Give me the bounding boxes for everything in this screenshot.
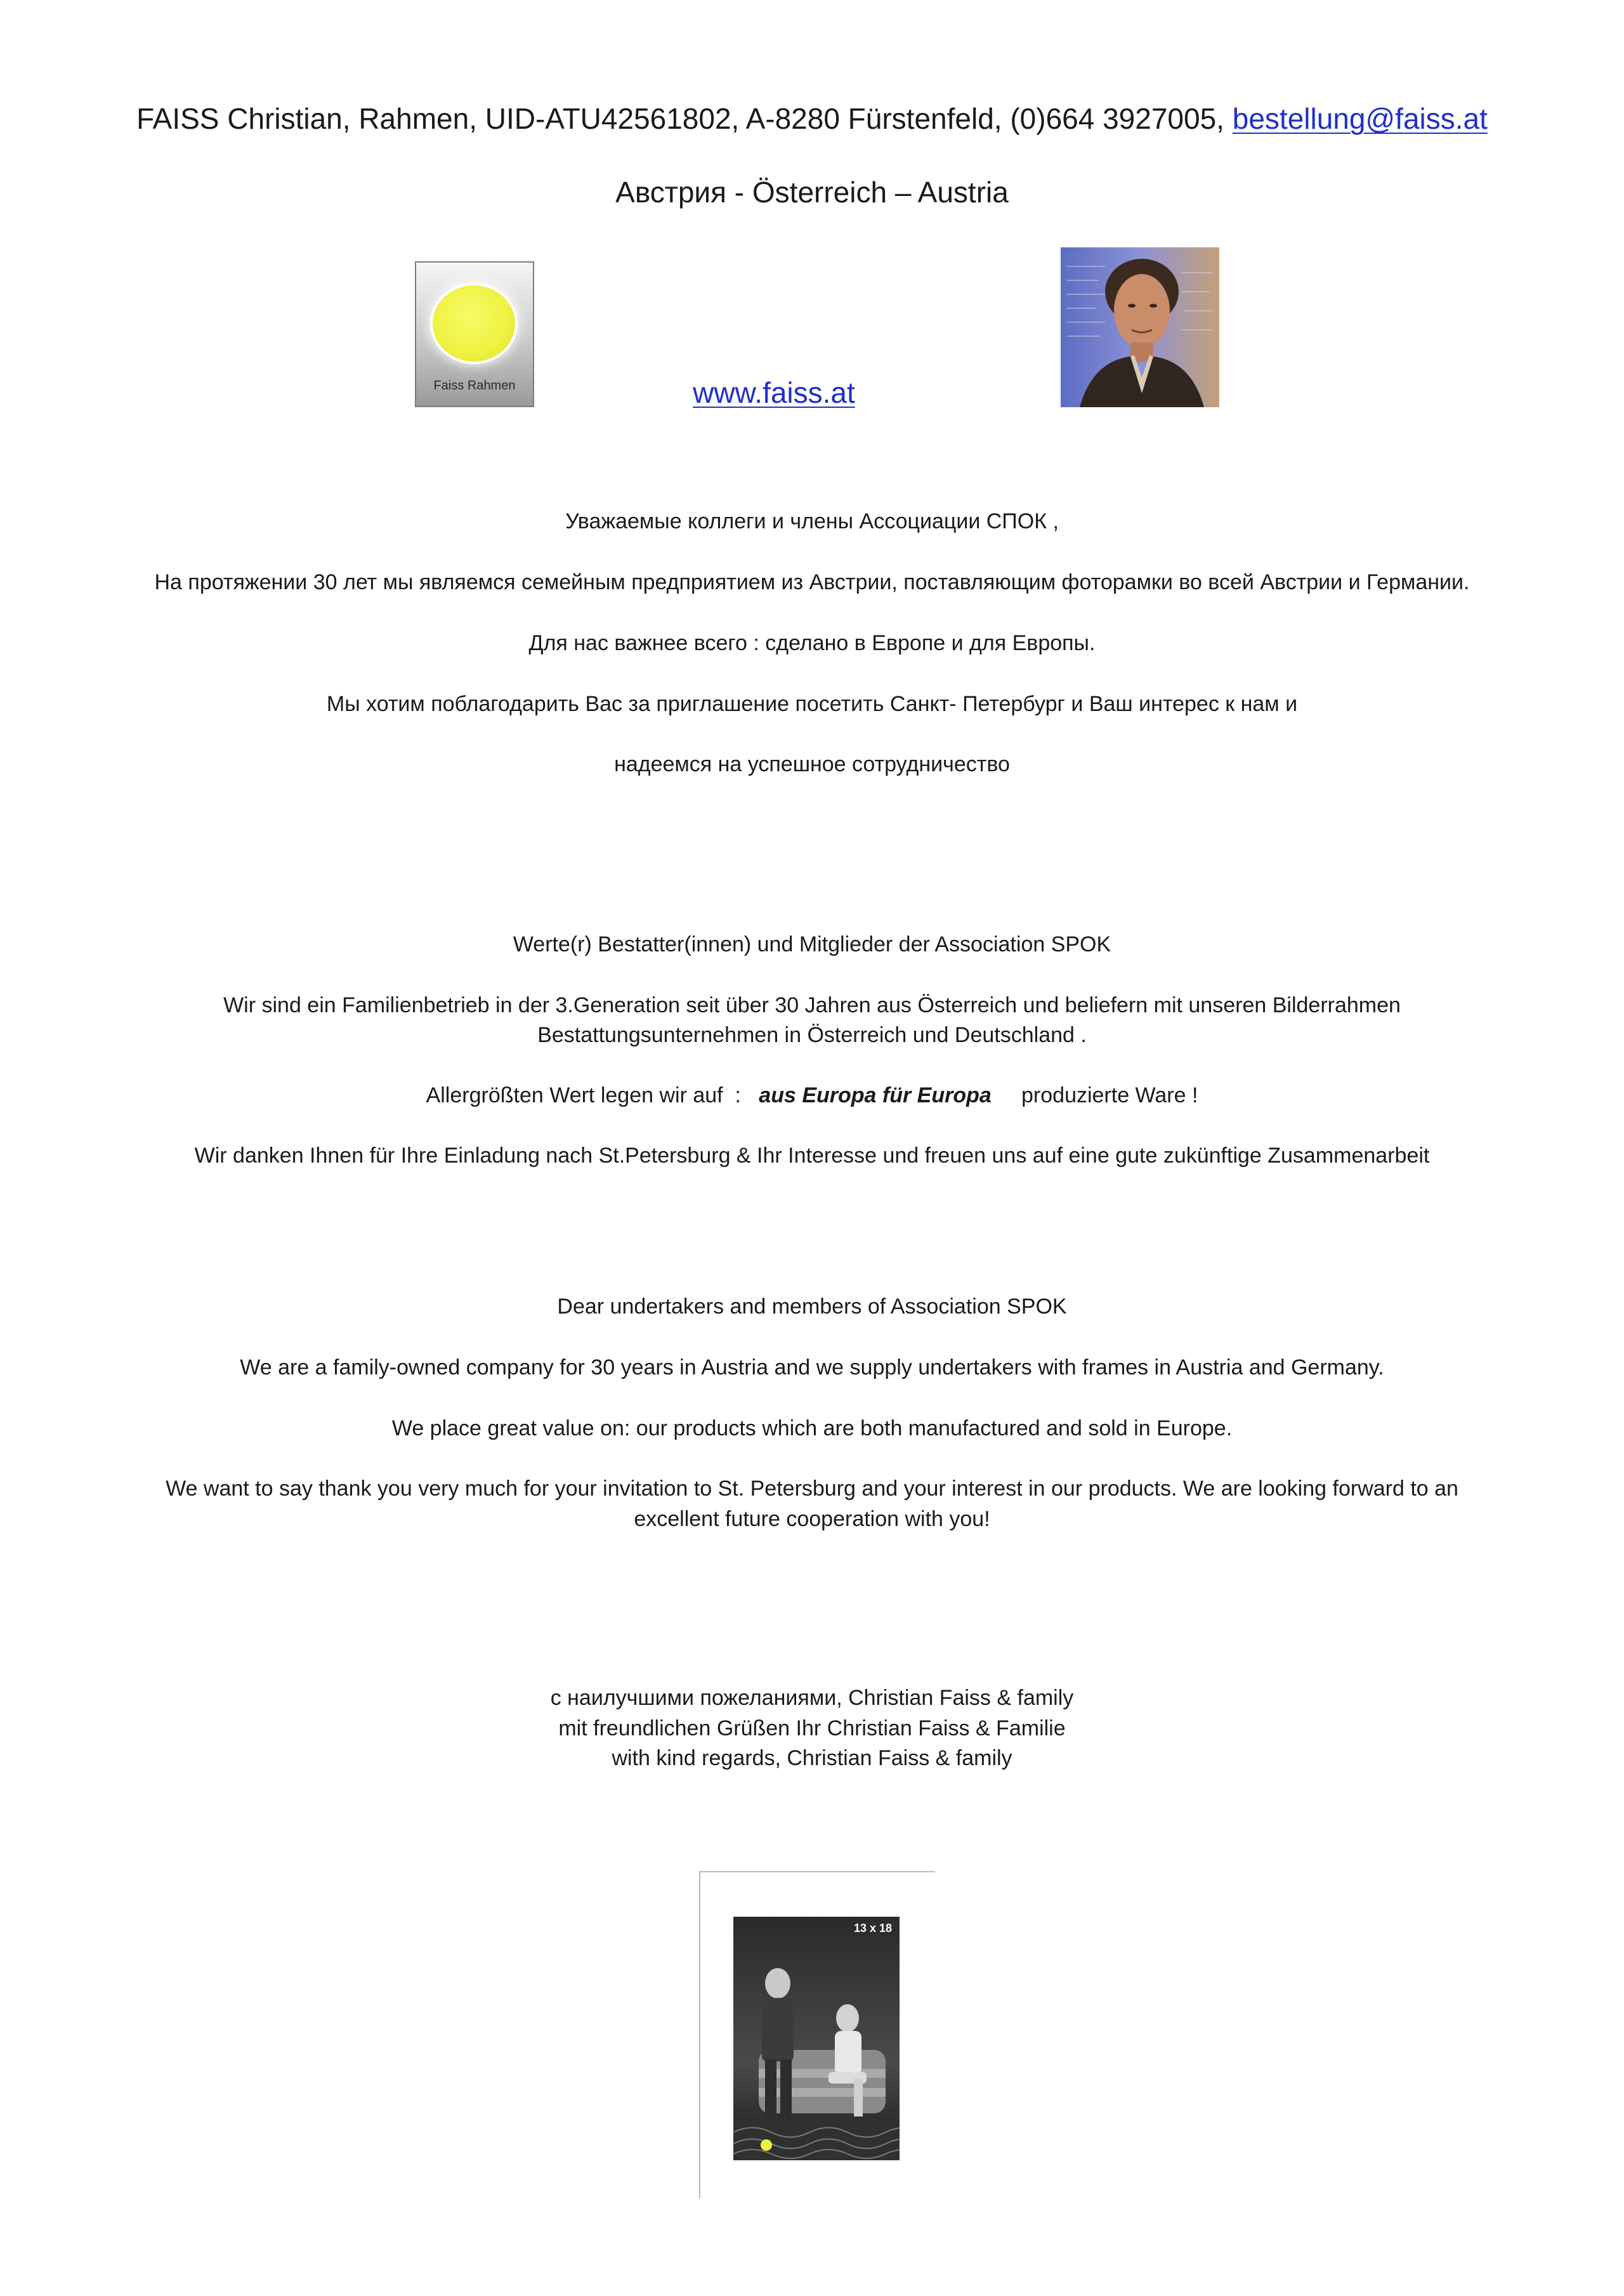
english-paragraph-2: We place great value on: our products which are both manufactured and sold in Europe. xyxy=(391,1416,1233,1440)
english-greeting: Dear undertakers and members of Association SPOK xyxy=(557,1295,1067,1319)
faiss-rahmen-logo xyxy=(415,261,534,407)
german-paragraph-3: Wir danken Ihnen für Ihre Einladung nach St.Petersburg & Ihr Interesse und freuen uns auf eine gute zukünftige Zusammenarbeit xyxy=(194,1144,1430,1168)
german-paragraph-2 xyxy=(0,1083,1624,1108)
russian-paragraph-1: На протяжении 30 лет мы являемся семейным предприятием из Австрии, поставляющим фоторамки во всей Австрии и Германии. xyxy=(154,570,1470,594)
german-paragraph-2-emphasis: aus Europa für Europa xyxy=(759,1083,992,1107)
email-link[interactable]: bestellung@faiss.at xyxy=(1232,102,1488,135)
yellow-circle-icon xyxy=(433,285,515,362)
website-line xyxy=(688,375,860,410)
english-paragraph-3-line-1: We want to say thank you very much for your invitation to St. Petersburg and your interest in our products. We are looking forward to an xyxy=(166,1477,1458,1501)
german-paragraph-1-line-2: Bestattungsunternehmen in Österreich und Deutschland . xyxy=(537,1023,1087,1047)
divider xyxy=(699,1871,935,1872)
company-info-text: FAISS Christian, Rahmen, UID-ATU42561802, A-8280 Fürstenfeld, (0)664 3927005, xyxy=(136,102,1233,135)
german-paragraph-2-suffix: produzierte Ware ! xyxy=(991,1083,1198,1107)
english-paragraph-1: We are a family-owned company for 30 years in Austria and we supply undertakers with frames in Austria and Germany. xyxy=(240,1355,1384,1380)
german-paragraph-2-prefix: Allergrößten Wert legen wir auf : xyxy=(426,1083,759,1107)
product-frame-photo xyxy=(733,1917,900,2160)
english-paragraph-3-line-2: excellent future cooperation with you! xyxy=(634,1507,990,1531)
closing-russian: с наилучшими пожеланиями, Christian Faiss & family xyxy=(550,1686,1074,1710)
yellow-dot-icon xyxy=(761,2139,772,2151)
russian-greeting: Уважаемые коллеги и члены Ассоциации СПОК , xyxy=(565,509,1059,533)
website-link[interactable]: www.faiss.at xyxy=(693,376,855,409)
portrait-illustration xyxy=(1061,247,1219,407)
german-greeting: Werte(r) Bestatter(innen) und Mitglieder der Association SPOK xyxy=(513,932,1111,956)
closing-german: mit freundlichen Grüßen Ihr Christian Faiss & Familie xyxy=(558,1716,1066,1740)
company-header-line xyxy=(0,101,1624,136)
russian-paragraph-3: Мы хотим поблагодарить Вас за приглашение посетить Санкт- Петербург и Ваш интерес к нам и xyxy=(326,692,1298,716)
family-photo-illustration xyxy=(733,1917,900,2160)
russian-paragraph-2: Для нас важнее всего : сделано в Европе и для Европы. xyxy=(528,631,1096,655)
russian-paragraph-4: надеемся на успешное сотрудничество xyxy=(614,752,1010,776)
closing-english: with kind regards, Christian Faiss & family xyxy=(612,1746,1012,1770)
german-paragraph-1-line-1: Wir sind ein Familienbetrieb in der 3.Generation seit über 30 Jahren aus Österreich und beliefern mit unseren Bilderrahmen xyxy=(223,993,1401,1017)
portrait-photo xyxy=(1061,247,1219,407)
country-line: Австрия - Österreich – Austria xyxy=(615,176,1009,209)
frame-size-label: 13 x 18 xyxy=(853,1922,892,1934)
divider xyxy=(699,1871,700,2198)
logo-text: Faiss Rahmen xyxy=(433,379,516,393)
